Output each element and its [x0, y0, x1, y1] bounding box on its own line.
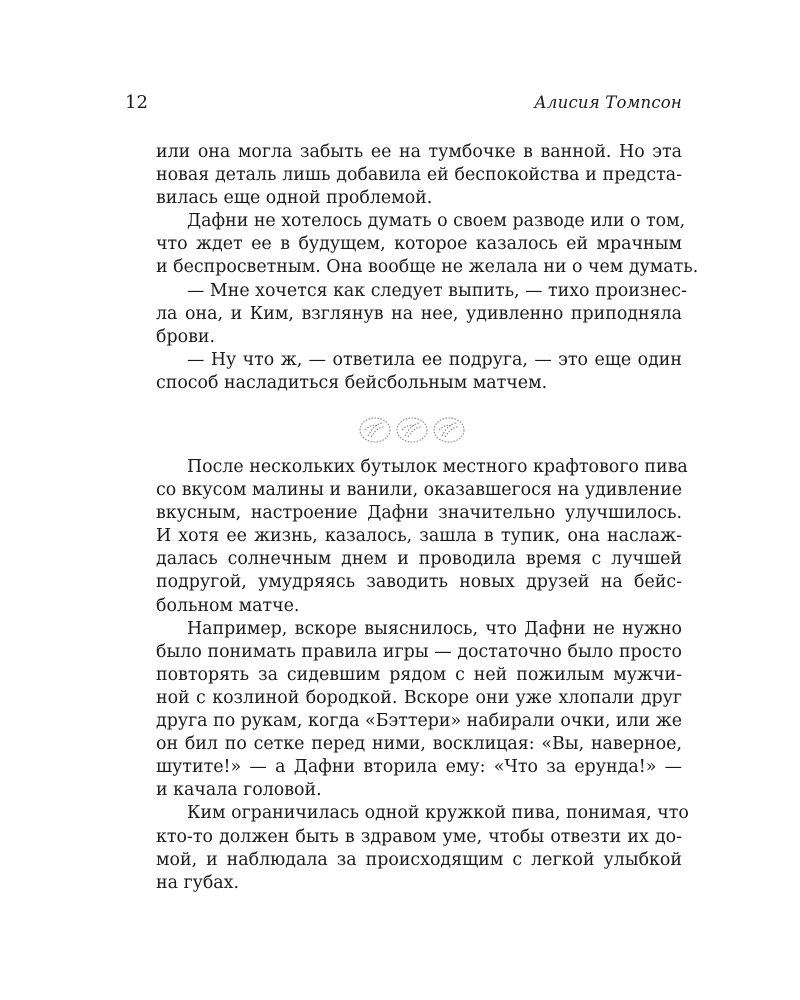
- text-line: было понимать правила игры — достаточно было просто: [156, 641, 682, 662]
- text-line: ной с козлиной бородкой. Вскоре они уже хлопали друг: [156, 687, 682, 708]
- text-line: И хотя ее жизнь, казалось, зашла в тупик, она наслаж-: [156, 526, 682, 547]
- text-line: способ насладиться бейсбольным матчем.: [156, 372, 548, 393]
- text-line: и качала головой.: [156, 780, 322, 801]
- page-number: 12: [125, 92, 148, 113]
- text-line: мой, и наблюдала за происходящим с легкой улыбкой: [156, 849, 682, 870]
- text-line: и беспросветным. Она вообще не желала ни о чем думать.: [156, 257, 699, 278]
- section-break-ornament: [355, 414, 470, 446]
- paragraph: [125, 210, 699, 279]
- text-line: повторять за сидевшим рядом с ней пожилым мужчи-: [156, 664, 682, 685]
- text-line: ла она, и Ким, взглянув на нее, удивленно приподняла: [156, 303, 682, 324]
- paragraph: [125, 280, 687, 349]
- text-line: вкусным, настроение Дафни значительно улучшилось.: [156, 503, 682, 524]
- running-header: [125, 92, 682, 116]
- text-line: или она могла забыть ее на тумбочке в ванной. Но эта: [156, 142, 682, 162]
- text-line: на губах.: [156, 872, 240, 893]
- text-line: далась солнечным днем и проводила время с лучшей: [156, 549, 682, 570]
- text-line: кто-то должен быть в здравом уме, чтобы отвезти их до-: [156, 826, 682, 847]
- text-line: После нескольких бутылок местного крафтового пива: [187, 457, 688, 477]
- text-line: со вкусом малины и ванили, оказавшегося на удивление: [156, 480, 682, 501]
- text-line: он бил по сетке перед ними, восклицая: «Вы, наверное,: [156, 734, 682, 755]
- text-line: Например, вскоре выяснилось, что Дафни не нужно: [187, 618, 682, 639]
- paragraph: [125, 456, 688, 618]
- text-line: — Мне хочется как следует выпить, — тихо произнес-: [187, 280, 687, 301]
- text-line: вилась еще одной проблемой.: [156, 188, 433, 209]
- text-line: больном матче.: [156, 595, 300, 616]
- text-line: подругой, умудряясь заводить новых друзей на бейс-: [156, 572, 682, 593]
- text-line: брови.: [156, 326, 215, 347]
- ornament-circle-icon: [397, 418, 427, 442]
- text-section-1: [125, 141, 699, 395]
- paragraph: [125, 349, 682, 395]
- ornament-circle-icon: [434, 418, 464, 442]
- text-line: шутите!» — а Дафни вторила ему: «Что за ерунда!» —: [156, 757, 682, 778]
- paragraph: [125, 618, 682, 803]
- text-section-2: [125, 456, 689, 895]
- running-author: Алисия Томпсон: [534, 93, 682, 112]
- text-line: — Ну что ж, — ответила ее подруга, — это еще один: [187, 349, 682, 370]
- ornament-circle-icon: [360, 418, 390, 442]
- text-line: что ждет ее в будущем, которое казалось ей мрачным: [156, 234, 682, 255]
- paragraph: [125, 802, 689, 894]
- text-line: друга по рукам, когда «Бэттери» набирали очки, или же: [156, 711, 682, 732]
- text-line: новая деталь лишь добавила ей беспокойства и предста-: [156, 165, 682, 186]
- text-line: Ким ограничилась одной кружкой пива, понимая, что: [187, 803, 689, 824]
- text-line: Дафни не хотелось думать о своем разводе или о том,: [187, 211, 686, 232]
- paragraph: [125, 141, 682, 210]
